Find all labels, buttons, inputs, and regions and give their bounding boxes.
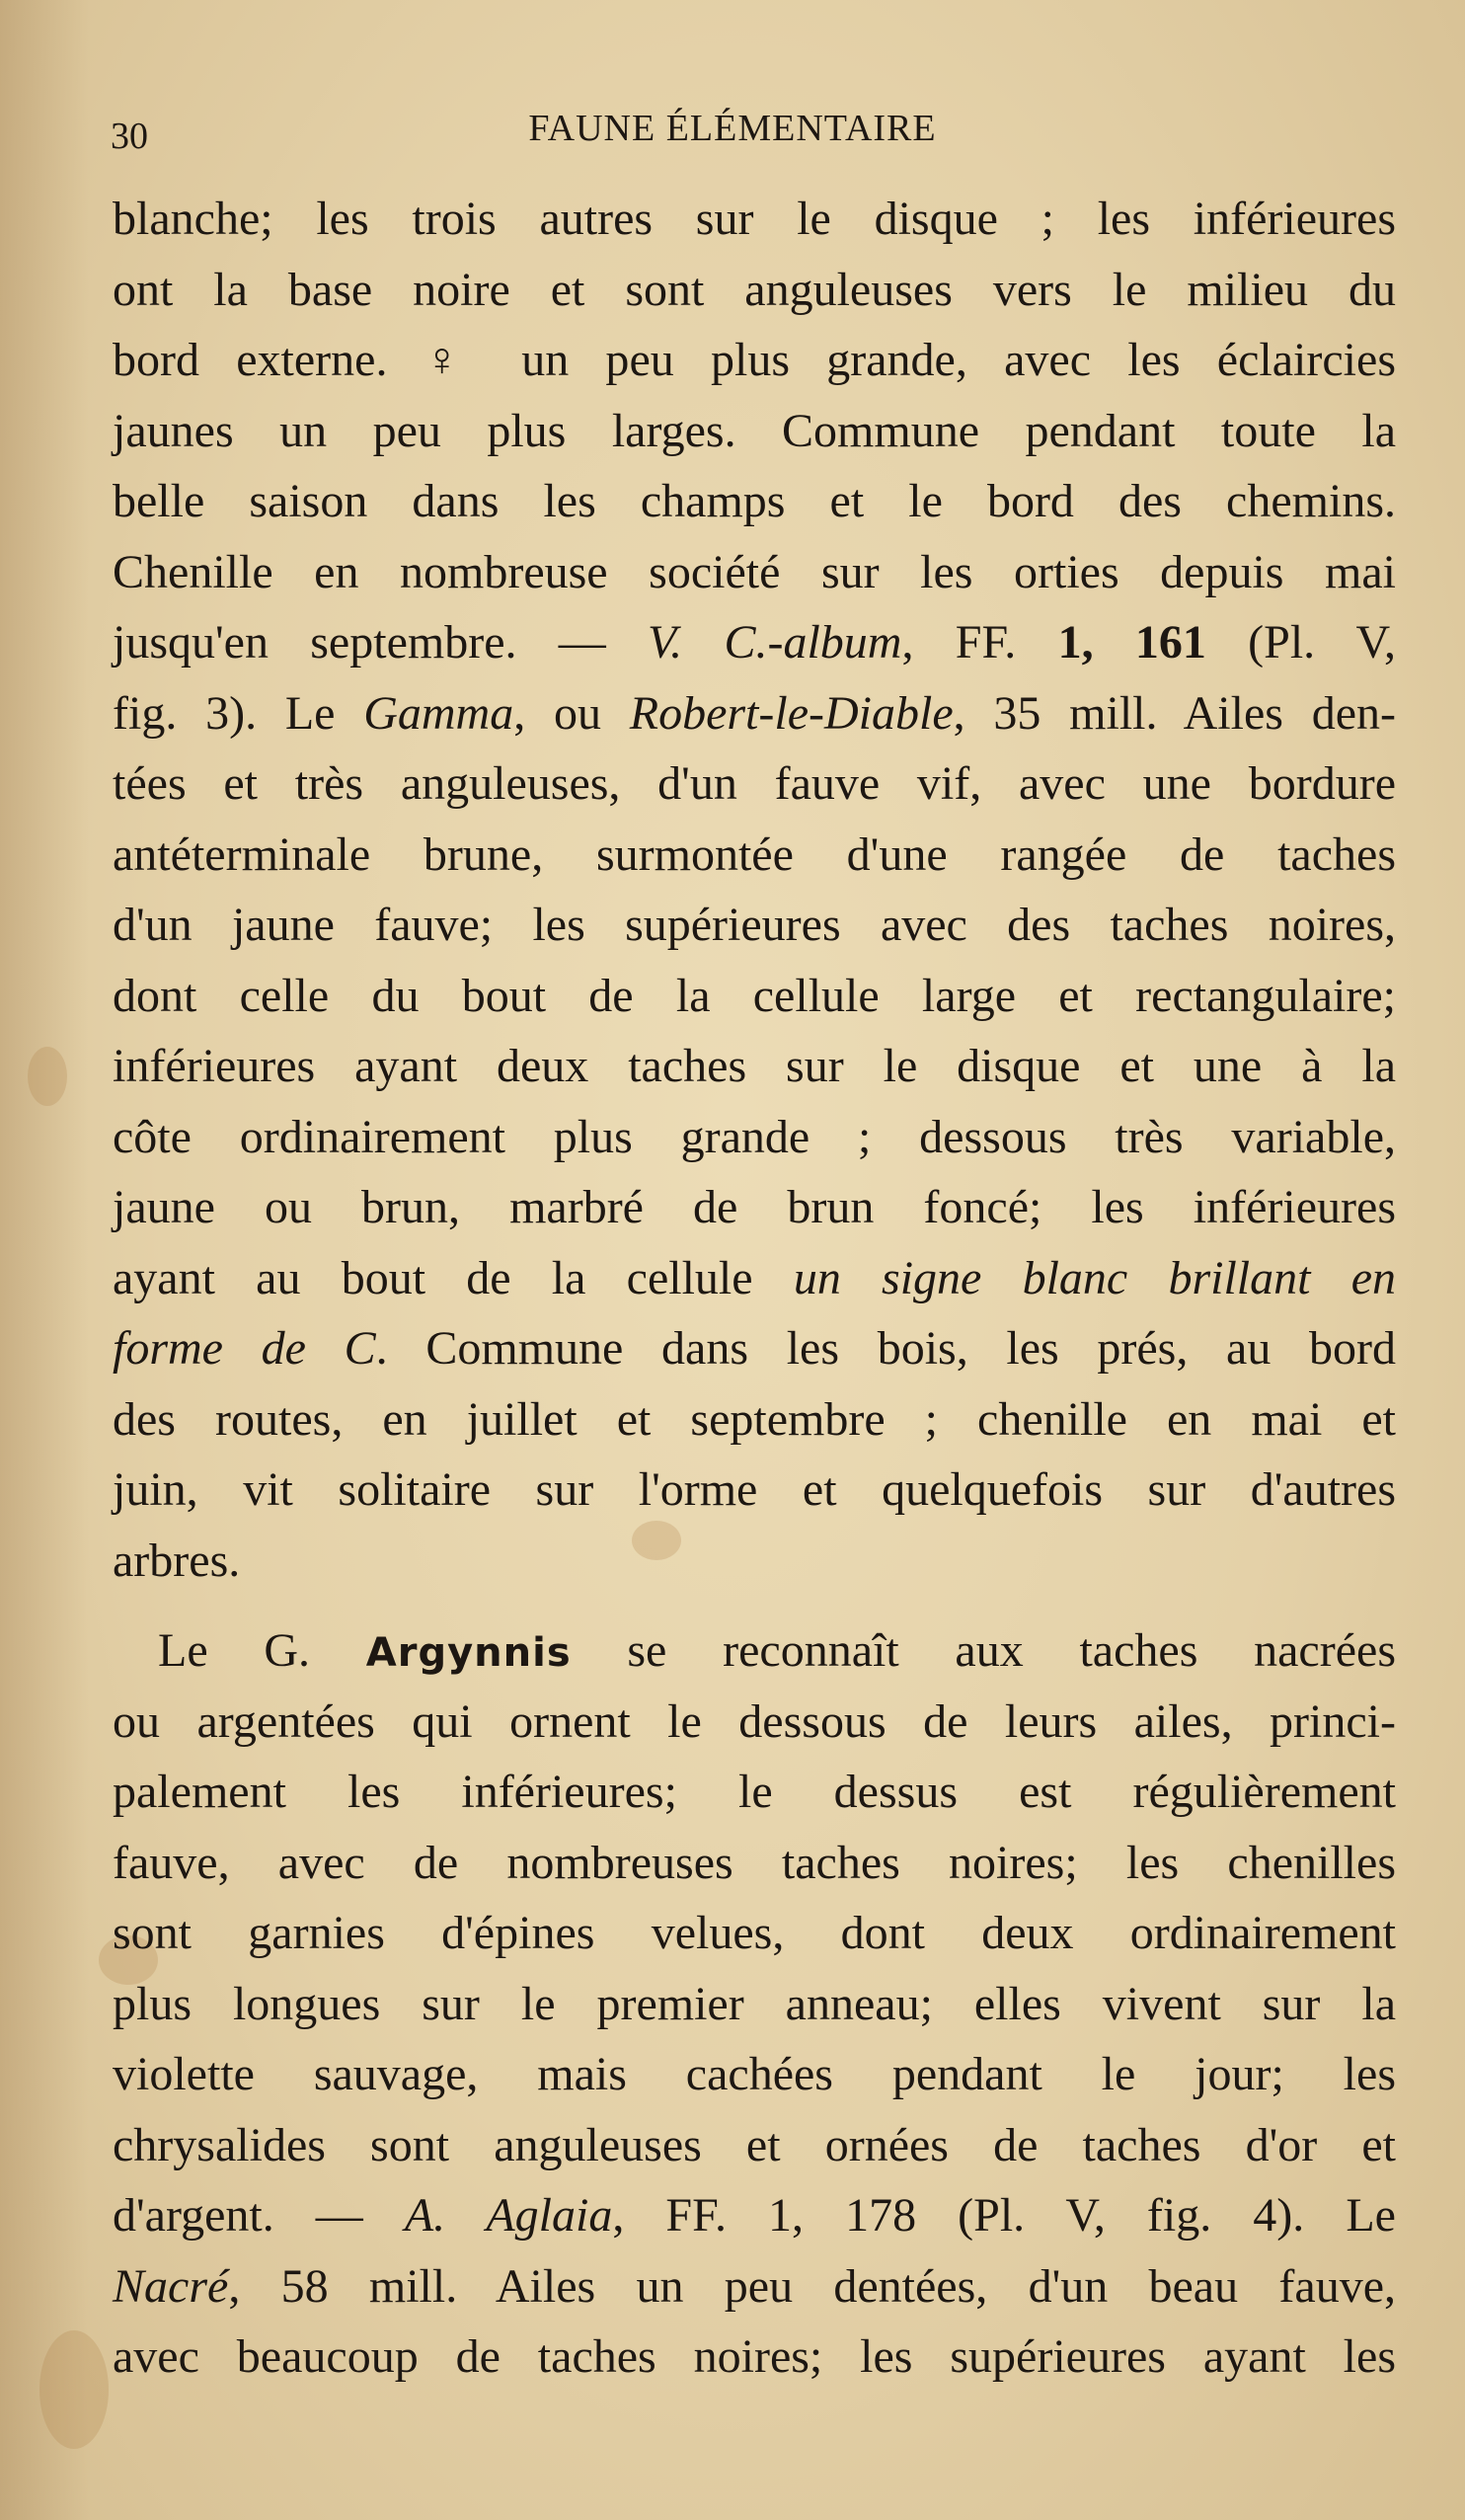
text-line: chrysalides sont anguleuses et ornées de taches d'or et [113, 2118, 1396, 2171]
text-run: fig. 3). Le [113, 686, 364, 740]
text-line [113, 678, 1396, 749]
text-line: d'un jaune fauve; les supérieures avec des taches noires, [113, 899, 1396, 951]
text-line [113, 1243, 1396, 1314]
text-run: , FF. 1, 178 (Pl. V, fig. 4). Le [612, 2189, 1396, 2242]
species-name: A. Aglaia [404, 2189, 613, 2242]
paragraph-gap [113, 1596, 1396, 1615]
text-run: Le G. [158, 1624, 366, 1677]
running-title: FAUNE ÉLÉMENTAIRE [528, 108, 937, 149]
text-line: ou argentées qui ornent le dessous de leurs ailes, princi- [113, 1694, 1396, 1748]
text-line: belle saison dans les champs et le bord des chemins. [113, 475, 1396, 527]
common-name: Nacré [113, 2259, 229, 2313]
text-line: palement les inférieures; le dessus est régulièrement [113, 1766, 1396, 1818]
text-line: ont la base noire et sont anguleuses vers le milieu du [113, 263, 1396, 316]
text-run: jusqu'en septembre. — [113, 616, 649, 669]
text-line: juin, vit solitaire sur l'orme et quelquefois sur d'autres [113, 1463, 1396, 1516]
text-line: des routes, en juillet et septembre ; chenille en mai et [113, 1392, 1396, 1446]
text-line: arbres. [113, 1534, 241, 1587]
emphasis: un signe blanc brillant en [793, 1251, 1397, 1304]
text-line: tées et très anguleuses, d'un fauve vif, avec une bordure [113, 757, 1396, 810]
text-line: Chenille en nombreuse société sur les orties depuis mai [113, 545, 1396, 598]
body-text [113, 184, 1396, 2393]
text-line: inférieures ayant deux taches sur le disque et une à la [113, 1040, 1396, 1092]
text-run: , ou [513, 686, 630, 740]
foxing-stain [39, 2330, 109, 2449]
text-line: dont celle du bout de la cellule large et rectangulaire; [113, 969, 1396, 1022]
reference-number: 1, 161 [1057, 616, 1206, 669]
text-run: , FF. [901, 616, 1058, 669]
text-line [113, 2251, 1396, 2323]
text-run: , 35 mill. Ailes den- [953, 686, 1396, 740]
text-line: jaune ou brun, marbré de brun foncé; les inférieures [113, 1181, 1396, 1233]
text-line: antéterminale brune, surmontée d'une rangée de taches [113, 827, 1396, 881]
common-name: Robert-le-Diable [629, 686, 954, 740]
text-line: côte ordinairement plus grande ; dessous très variable, [113, 1110, 1396, 1163]
text-line [113, 1615, 1396, 1687]
text-run: , 58 mill. Ailes un peu dentées, d'un beau fauve, [228, 2259, 1396, 2313]
text-run: se reconnaît aux taches nacrées [571, 1624, 1396, 1677]
text-line: plus longues sur le premier anneau; elles vivent sur la [113, 1977, 1396, 2030]
text-line: fauve, avec de nombreuses taches noires; les chenilles [113, 1836, 1396, 1889]
text-line: bord externe. ♀ un peu plus grande, avec les éclaircies [113, 334, 1396, 386]
page-edge-shadow [0, 0, 89, 2520]
page-header [0, 103, 1465, 162]
text-line: blanche; les trois autres sur le disque ; les inférieures [113, 193, 1396, 245]
text-line: sont garnies d'épines velues, dont deux ordinairement [113, 1907, 1396, 1959]
text-line: avec beaucoup de taches noires; les supérieures ayant les [113, 2330, 1396, 2383]
text-run: ayant au bout de la cellule [113, 1251, 794, 1304]
emphasis: forme de C [113, 1322, 376, 1375]
common-name: Gamma [363, 686, 514, 740]
text-run: (Pl. V, [1205, 616, 1397, 669]
species-name: V. C.-album [648, 616, 902, 669]
text-line [113, 1313, 1396, 1384]
genus-name: Argynnis [365, 1630, 572, 1676]
page-number: 30 [111, 116, 148, 157]
text-run: . Commune dans les bois, les prés, au bord [375, 1322, 1396, 1375]
text-line [113, 2180, 1396, 2251]
text-line [113, 607, 1396, 678]
text-line: jaunes un peu plus larges. Commune pendant toute la [113, 404, 1396, 457]
text-line: violette sauvage, mais cachées pendant le jour; les [113, 2048, 1396, 2100]
text-run: d'argent. — [113, 2189, 405, 2242]
foxing-stain [28, 1047, 67, 1106]
